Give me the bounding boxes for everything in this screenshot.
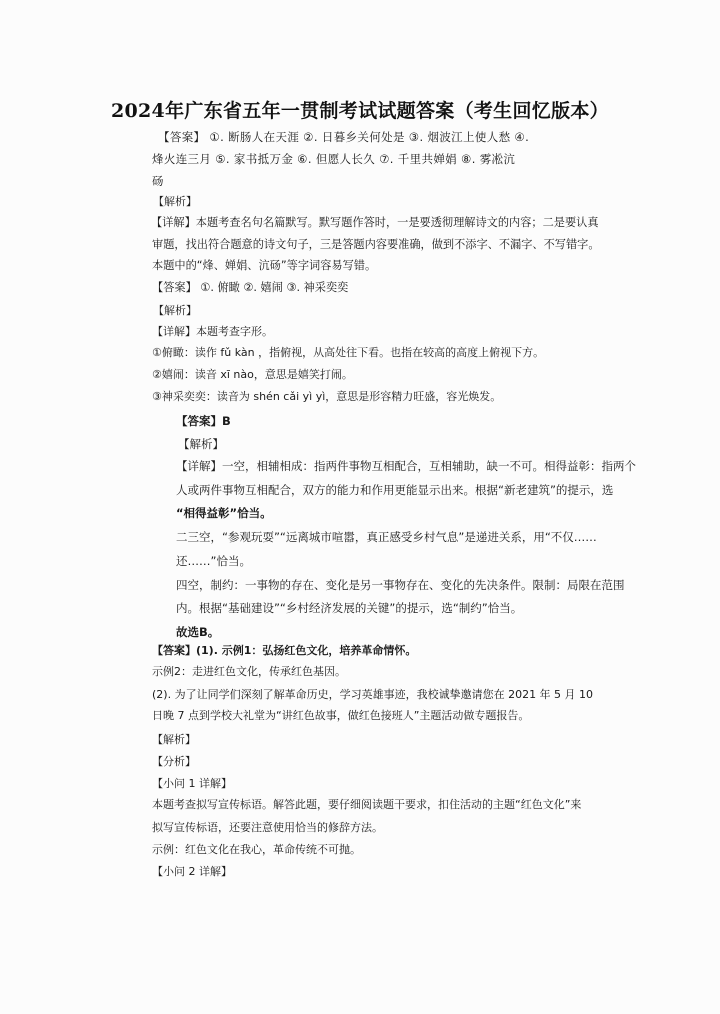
analysis-label: 【解析】 bbox=[178, 437, 224, 451]
text-line: 本题中的“烽、婵娟、沆砀”等字词容易写错。 bbox=[152, 259, 377, 272]
text-line: ①俯瞰：读作 fǔ kàn ，指俯视，从高处往下看。也指在较高的高度上俯视下方。 bbox=[152, 346, 545, 359]
answer-line: 【答案】(1). 示例1：弘扬红色文化，培养革命情怀。 bbox=[152, 644, 417, 657]
sub-question-label: 【小问 1 详解】 bbox=[152, 777, 232, 790]
analysis-label: 【分析】 bbox=[152, 755, 196, 768]
text-line: 内。根据“基础建设”“乡村经济发展的关键”的提示，选“制约”恰当。 bbox=[176, 601, 523, 615]
text-line: (2). 为了让同学们深刻了解革命历史，学习英雄事迹，我校诚挚邀请您在 2021 年 5 月 10 bbox=[152, 688, 594, 701]
text-line: 二三空，“参观玩耍”“远离城市喧嚣，真正感受乡村气息”是递进关系，用“不仅…… bbox=[176, 530, 597, 544]
text-line: 审题，找出符合题意的诗文句子，三是答题内容要准确，做到不添字、不漏字、不写错字。 bbox=[152, 238, 600, 251]
text-line: ②嬉闹：读音 xī nào，意思是嬉笑打闹。 bbox=[152, 368, 353, 381]
analysis-label: 【解析】 bbox=[152, 733, 196, 746]
text-line: 砀 bbox=[152, 174, 164, 188]
answer-line: 【答案】 ①. 俯瞰 ②. 嬉闹 ③. 神采奕奕 bbox=[152, 281, 349, 294]
text-line: 四空，制约：一事物的存在、变化是另一事物存在、变化的先决条件。限制：局限在范围 bbox=[176, 578, 625, 592]
text-line: 还……”恰当。 bbox=[176, 554, 251, 568]
text-line: ③神采奕奕：读音为 shén cǎi yì yì，意思是形容精力旺盛，容光焕发。 bbox=[152, 390, 502, 403]
analysis-label: 【解析】 bbox=[153, 304, 197, 317]
text-line: “相得益彰”恰当。 bbox=[176, 506, 272, 520]
document-title: 2024年广东省五年一贯制考试试题答案（考生回忆版本） bbox=[111, 100, 609, 122]
sub-question-label: 【小问 2 详解】 bbox=[152, 865, 232, 878]
text-line: 本题考查拟写宣传标语。解答此题，要仔细阅读题干要求，扣住活动的主题“红色文化”来 bbox=[152, 798, 582, 811]
text-line: 示例2：走进红色文化，传承红色基因。 bbox=[152, 665, 346, 678]
answer-line: 【答案】 ①. 断肠人在天涯 ②. 日暮乡关何处是 ③. 烟波江上使人愁 ④. bbox=[158, 130, 530, 144]
text-line: 日晚 7 点到学校大礼堂为“讲红色故事，做红色接班人”主题活动做专题报告。 bbox=[152, 709, 530, 722]
answer-line: 【答案】B bbox=[176, 414, 231, 428]
analysis-label: 【解析】 bbox=[153, 195, 197, 208]
text-line: 拟写宣传标语，还要注意使用恰当的修辞方法。 bbox=[152, 821, 383, 834]
conclusion-line: 故选B。 bbox=[176, 625, 220, 639]
detail-line: 【详解】一空，相辅相成：指两件事物互相配合，互相辅助，缺一不可。相得益彰：指两个 bbox=[176, 459, 636, 473]
text-line: 示例：红色文化在我心，革命传统不可抛。 bbox=[152, 843, 361, 856]
text-line: 烽火连三月 ⑤. 家书抵万金 ⑥. 但愿人长久 ⑦. 千里共婵娟 ⑧. 雾凇沆 bbox=[152, 152, 516, 166]
text-line: 人或两件事物互相配合，双方的能力和作用更能显示出来。根据“新老建筑”的提示，选 bbox=[176, 483, 614, 497]
detail-line: 【详解】本题考查名句名篇默写。默写题作答时，一是要透彻理解诗文的内容；二是要认真 bbox=[151, 216, 599, 229]
detail-line: 【详解】本题考查字形。 bbox=[152, 325, 273, 338]
